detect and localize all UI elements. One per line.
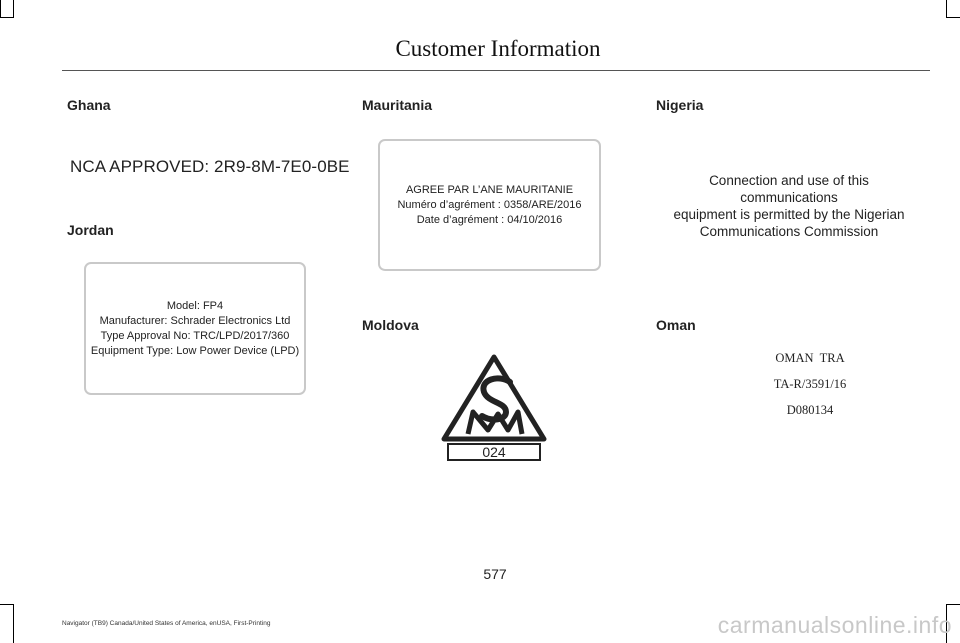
crop-mark (0, 17, 14, 18)
heading-moldova: Moldova (362, 317, 419, 333)
moldova-conformity-mark (440, 352, 548, 464)
footer-text: Navigator (TB9) Canada/United States of America, enUSA, First-Printing (62, 620, 271, 627)
heading-ghana: Ghana (67, 97, 111, 113)
mauritania-label-line: Numéro d’agrément : 0358/ARE/2016 (397, 198, 582, 211)
page-number: 577 (483, 566, 507, 582)
jordan-label-line: Model: FP4 (166, 299, 224, 312)
nigeria-text-line: Communications Commission (699, 224, 879, 239)
heading-nigeria: Nigeria (656, 97, 704, 113)
moldova-mark-number: 024 (482, 444, 506, 460)
nigeria-text-line: equipment is permitted by the Nigerian (673, 207, 905, 222)
watermark: carmanualsonline.info (717, 612, 952, 638)
crop-mark (946, 604, 960, 605)
heading-mauritania: Mauritania (362, 97, 433, 113)
header-rule (62, 70, 930, 71)
crop-mark (13, 0, 14, 18)
page-title: Customer Information (395, 36, 601, 61)
nigeria-text-line: Connection and use of this (709, 173, 869, 188)
heading-jordan: Jordan (67, 222, 114, 238)
crop-mark (946, 17, 960, 18)
mauritania-label-line: Date d’agrément : 04/10/2016 (416, 213, 563, 226)
oman-approval-line: OMAN TRA (775, 351, 845, 365)
jordan-approval-label (84, 262, 306, 395)
jordan-label-line: Type Approval No: TRC/LPD/2017/360 (100, 329, 290, 342)
jordan-label-line: Manufacturer: Schrader Electronics Ltd (99, 314, 291, 327)
jordan-label-line: Equipment Type: Low Power Device (LPD) (90, 344, 300, 357)
crop-mark (0, 604, 14, 605)
mauritania-label-line: AGREE PAR L’ANE MAURITANIE (405, 183, 574, 196)
heading-oman: Oman (656, 317, 696, 333)
nigeria-text-line: communications (740, 190, 838, 205)
mauritania-approval-label (378, 139, 601, 271)
oman-approval-line: D080134 (786, 403, 834, 417)
crop-mark (0, 0, 1, 18)
crop-mark (946, 0, 947, 18)
oman-approval-line: TA-R/3591/16 (773, 377, 847, 391)
crop-mark (13, 604, 14, 643)
ghana-approval-text: NCA APPROVED: 2R9-8M-7E0-0BE (70, 157, 350, 176)
nigeria-approval-text (658, 172, 920, 240)
